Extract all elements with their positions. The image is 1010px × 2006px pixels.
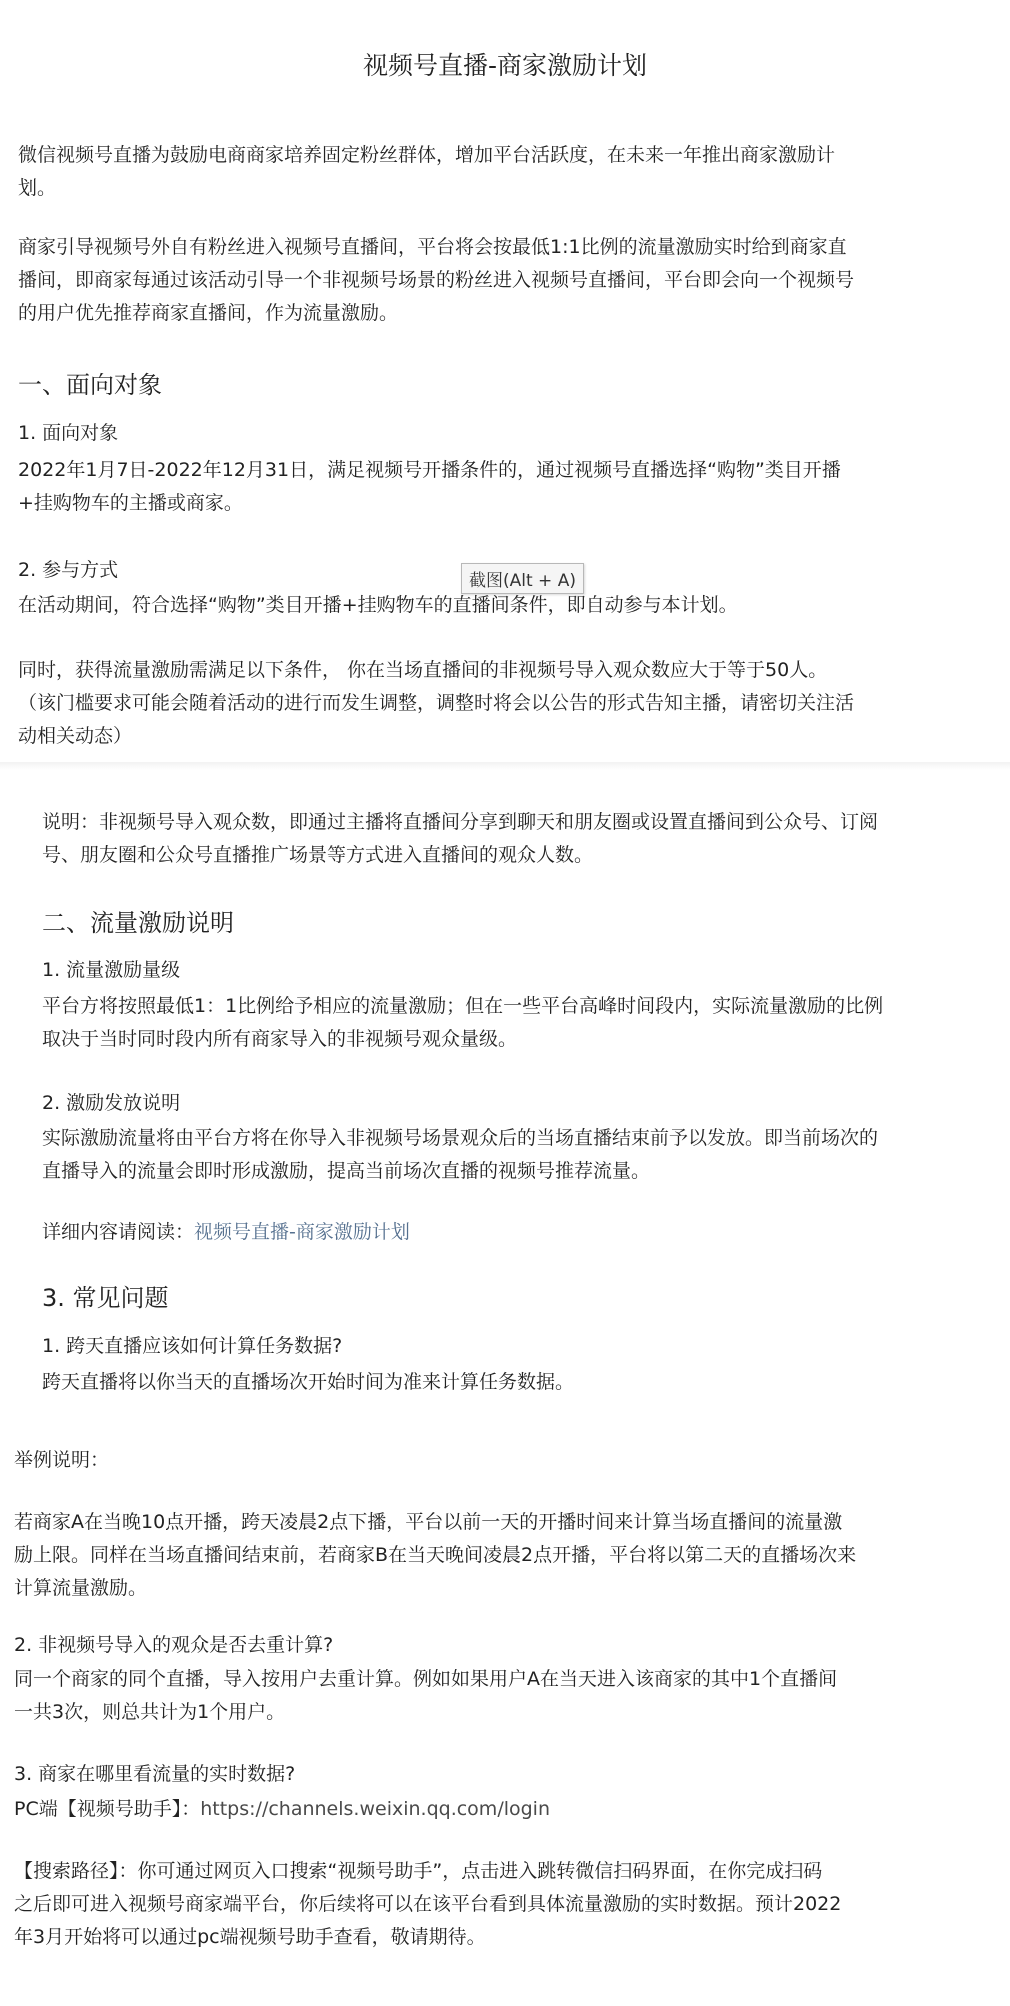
subheading-target: 1. 面向对象 xyxy=(18,422,119,444)
text-line: 取决于当时同时段内所有商家导入的非视频号观众量级。 xyxy=(42,1028,518,1050)
text-line: 2022年1月7日-2022年12月31日，满足视频号开播条件的，通过视频号直播选择“购物”类目开播 xyxy=(18,459,841,481)
text-line: 跨天直播将以你当天的直播场次开始时间为准来计算任务数据。 xyxy=(42,1371,575,1393)
pc-label: PC端【视频号助手】： xyxy=(14,1798,201,1820)
section-heading-faq: 3. 常见问题 xyxy=(42,1284,169,1312)
detail-label: 详细内容请阅读： xyxy=(42,1221,195,1243)
pc-url-link[interactable]: https://channels.weixin.qq.com/login xyxy=(200,1798,550,1820)
text-line: 同时，获得流量激励需满足以下条件， 你在当场直播间的非视频号导入观众数应大于等于50人。 xyxy=(18,659,828,681)
text-line: 号、朋友圈和公众号直播推广场景等方式进入直播间的观众人数。 xyxy=(42,844,594,866)
faq-answer-2 xyxy=(14,1663,954,1729)
text-line: 计算流量激励。 xyxy=(14,1577,148,1599)
example-paragraph xyxy=(14,1506,954,1605)
example-label: 举例说明： xyxy=(14,1449,110,1471)
text-line: 说明：非视频号导入观众数，即通过主播将直播间分享到聊天和朋友圈或设置直播间到公众号、订阅 xyxy=(42,811,879,833)
pc-entry-line xyxy=(14,1793,954,1826)
text-line: 商家引导视频号外自有粉丝进入视频号直播间，平台将会按最低1:1比例的流量激励实时给到商家直 xyxy=(18,236,847,258)
note-paragraph xyxy=(42,806,962,872)
page-title: 视频号直播-商家激励计划 xyxy=(362,51,648,80)
text-line: 【搜索路径】：你可通过网页入口搜索“视频号助手”，点击进入跳转微信扫码界面，在你完成扫码 xyxy=(14,1860,823,1882)
text-line: 动相关动态） xyxy=(18,725,133,747)
screenshot-tooltip: 截图(Alt + A) xyxy=(461,563,584,594)
text-line: 播间，即商家每通过该活动引导一个非视频号场景的粉丝进入视频号直播间，平台即会向一个视频号 xyxy=(18,269,855,291)
distribution-paragraph xyxy=(42,1122,962,1188)
text-line: 微信视频号直播为鼓励电商商家培养固定粉丝群体，增加平台活跃度，在未来一年推出商家激励计 xyxy=(18,144,836,166)
intro-paragraph-2 xyxy=(18,231,958,330)
faq-question-1: 1. 跨天直播应该如何计算任务数据? xyxy=(42,1335,343,1357)
text-line: 同一个商家的同个直播，导入按用户去重计算。例如如果用户A在当天进入该商家的其中1个直播间 xyxy=(14,1668,838,1690)
detail-link[interactable]: 视频号直播-商家激励计划 xyxy=(194,1221,410,1243)
subheading-distribution: 2. 激励发放说明 xyxy=(42,1092,181,1114)
text-line: （该门槛要求可能会随着活动的进行而发生调整，调整时将会以公告的形式告知主播，请密切关注活 xyxy=(18,692,855,714)
text-line: 一共3次，则总共计为1个用户。 xyxy=(14,1701,286,1723)
detail-line xyxy=(42,1216,962,1249)
text-line: 实际激励流量将由平台方将在你导入非视频号场景观众后的当场直播结束前予以发放。即当前场次的 xyxy=(42,1127,879,1149)
text-line: 的用户优先推荐商家直播间，作为流量激励。 xyxy=(18,302,399,324)
text-line: 励上限。同样在当场直播间结束前，若商家B在当天晚间凌晨2点开播，平台将以第二天的直播场次来 xyxy=(14,1544,857,1566)
text-line: 在活动期间，符合选择“购物”类目开播+挂购物车的直播间条件，即自动参与本计划。 xyxy=(18,594,738,616)
condition-paragraph xyxy=(18,654,958,753)
section-heading-incentive: 二、流量激励说明 xyxy=(42,909,234,937)
search-path-paragraph xyxy=(14,1855,954,1954)
section-divider xyxy=(0,762,1010,770)
intro-paragraph-1 xyxy=(18,139,958,205)
text-line: +挂购物车的主播或商家。 xyxy=(18,492,243,514)
text-line: 之后即可进入视频号商家端平台，你后续将可以在该平台看到具体流量激励的实时数据。预计2022 xyxy=(14,1893,842,1915)
faq-question-3: 3. 商家在哪里看流量的实时数据? xyxy=(14,1763,296,1785)
text-line: 年3月开始将可以通过pc端视频号助手查看，敬请期待。 xyxy=(14,1926,486,1948)
section-heading-target: 一、面向对象 xyxy=(18,371,162,399)
text-line: 平台方将按照最低1：1比例给予相应的流量激励；但在一些平台高峰时间段内，实际流量激励的比例 xyxy=(42,995,884,1017)
faq-answer-1 xyxy=(42,1366,962,1399)
text-line: 若商家A在当晚10点开播，跨天凌晨2点下播，平台以前一天的开播时间来计算当场直播间的流量激 xyxy=(14,1511,843,1533)
text-line: 划。 xyxy=(18,177,57,199)
subheading-participation: 2. 参与方式 xyxy=(18,559,119,581)
text-line: 直播导入的流量会即时形成激励，提高当前场次直播的视频号推荐流量。 xyxy=(42,1160,651,1182)
faq-question-2: 2. 非视频号导入的观众是否去重计算? xyxy=(14,1634,334,1656)
target-paragraph xyxy=(18,454,958,520)
subheading-incentive-level: 1. 流量激励量级 xyxy=(42,959,181,981)
incentive-level-paragraph xyxy=(42,990,962,1056)
